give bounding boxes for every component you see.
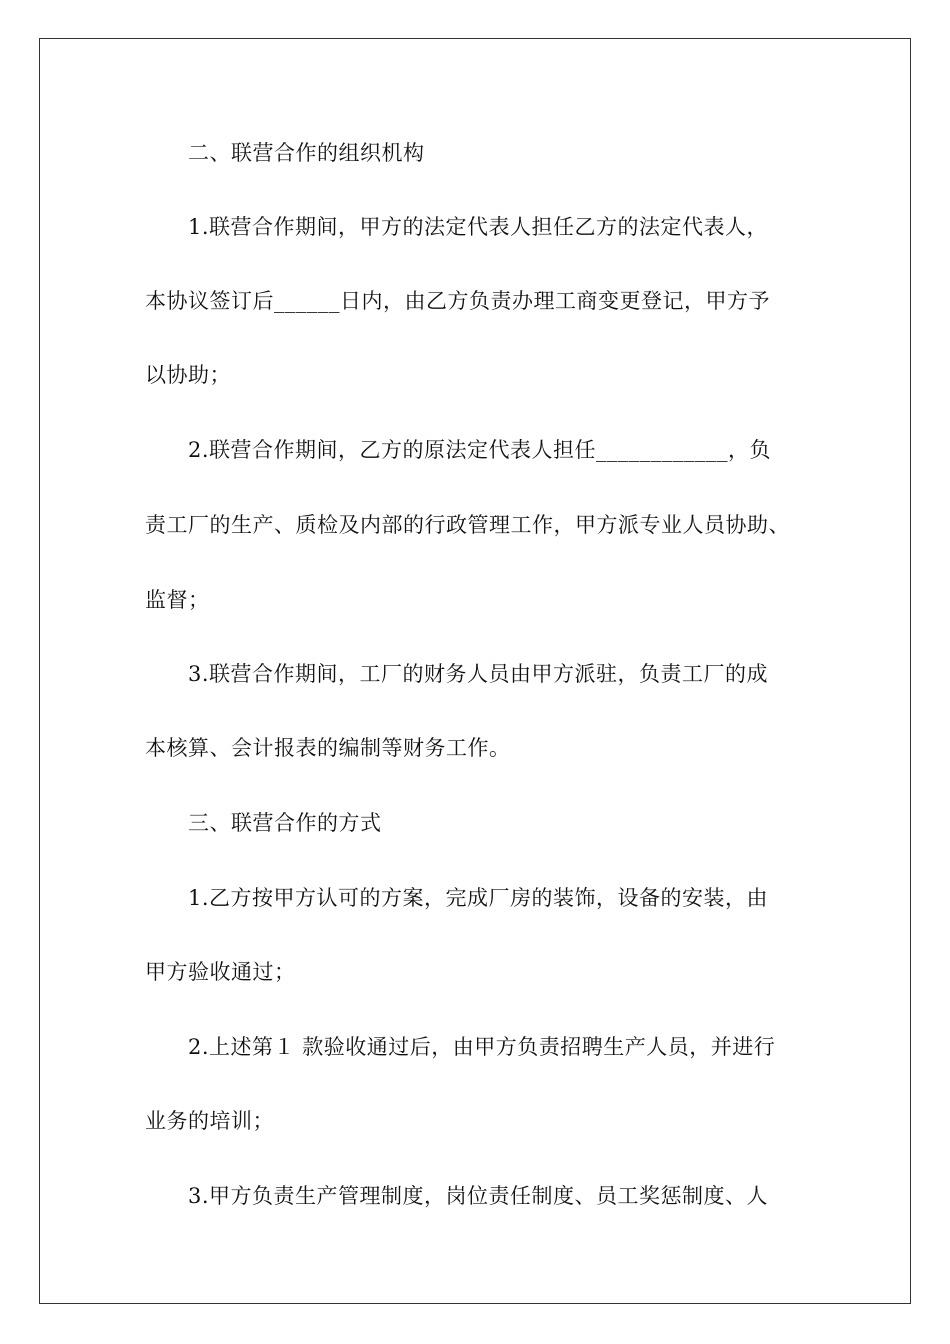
paragraph-line: 2.联营合作期间，乙方的原法定代表人担任____________，负 [188, 438, 772, 462]
paragraph-line: 责工厂的生产、质检及内部的行政管理工作，甲方派专业人员协助、 [145, 513, 790, 537]
paragraph-line: 1.乙方按甲方认可的方案，完成厂房的装饰，设备的安装，由 [188, 886, 769, 910]
paragraph-line: 本核算、会计报表的编制等财务工作。 [145, 736, 511, 760]
paragraph-line: 本协议签订后______日内，由乙方负责办理工商变更登记，甲方予 [145, 289, 770, 313]
paragraph-line: 甲方验收通过； [145, 960, 296, 984]
section-heading: 三、联营合作的方式 [188, 811, 382, 835]
paragraph-line: 3.联营合作期间，工厂的财务人员由甲方派驻，负责工厂的成 [188, 662, 769, 686]
paragraph-line: 2.上述第１ 款验收通过后，由甲方负责招聘生产人员，并进行 [188, 1035, 776, 1059]
paragraph-line: 1.联营合作期间，甲方的法定代表人担任乙方的法定代表人， [188, 215, 769, 239]
paragraph-line: 监督； [145, 588, 210, 612]
paragraph-line: 以协助； [145, 363, 231, 387]
paragraph-line: 业务的培训； [145, 1109, 274, 1133]
section-heading: 二、联营合作的组织机构 [188, 141, 425, 165]
paragraph-line: 3.甲方负责生产管理制度，岗位责任制度、员工奖惩制度、人 [188, 1184, 769, 1208]
